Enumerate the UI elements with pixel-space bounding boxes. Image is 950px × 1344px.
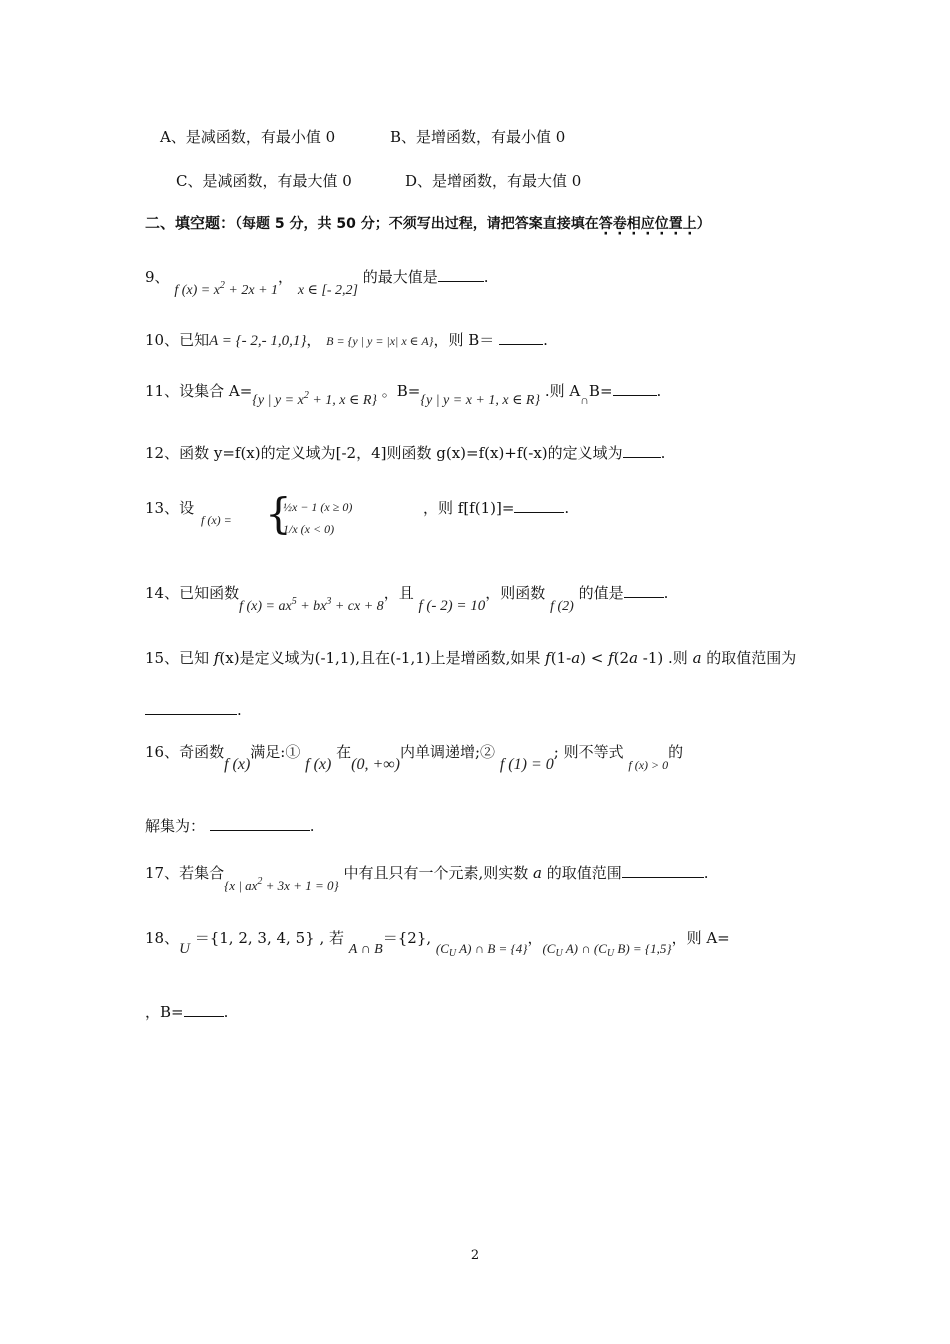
- q16-text-3: 内单调递增;②: [400, 743, 496, 761]
- q16-f1: f (x): [224, 756, 251, 773]
- q18-b-label: ，B=: [145, 1003, 184, 1021]
- question-14: [145, 580, 945, 614]
- q12-end: .: [660, 444, 666, 462]
- option-a: A、是减函数，有最小值 0: [160, 128, 336, 146]
- q14-answer-blank[interactable]: [624, 583, 664, 598]
- q14-sep: ，且: [383, 584, 414, 602]
- q14-f2: f (2): [550, 599, 574, 614]
- q16-interval: (0, +∞): [351, 756, 400, 773]
- question-10: [145, 330, 945, 351]
- q14-function: f $(x) = ax^5 + bx^3$ + cx + 8: [239, 596, 384, 614]
- emph-char: 卷: [612, 216, 627, 232]
- q15-answer-blank[interactable]: [145, 700, 237, 715]
- q13-piece-1: ½x − 1 (x ≥ 0): [283, 500, 353, 514]
- option-b: B、是增函数，有最小值 0: [390, 128, 566, 146]
- q10-end: .: [543, 331, 548, 349]
- q15-text: -1) .则: [638, 649, 693, 667]
- q11-text2: B=: [588, 382, 613, 400]
- question-9: [145, 264, 945, 298]
- q15-f: f: [213, 649, 220, 667]
- q9-function: f $(x) = x^2 + 2x + 1$: [174, 280, 279, 298]
- q11-text: .则 A: [544, 382, 581, 400]
- q15-text-b: (x)是定义域为(-1,1),且在(-1,1)上是增函数,如果: [219, 649, 546, 667]
- q18-text-4: ，则 A=: [671, 929, 730, 947]
- q15-text-c: 的取值范围为: [701, 649, 797, 667]
- q17-number: 17、若集合: [145, 864, 225, 882]
- q15-text: (2: [613, 649, 630, 667]
- q13-function-name: f (x) =: [201, 513, 232, 527]
- q18-number: 18、: [145, 929, 180, 947]
- q9-end: .: [483, 268, 489, 286]
- q15-a: a: [571, 649, 581, 667]
- option-c: C、是减函数，有最大值 0: [176, 172, 352, 190]
- q13-answer-blank[interactable]: [514, 498, 564, 513]
- q15-f: f: [545, 649, 551, 667]
- q16-number: 16、奇函数: [145, 743, 225, 761]
- q10-answer-blank[interactable]: [499, 330, 543, 345]
- q11-mid: 。B=: [381, 382, 421, 400]
- q11-answer-blank[interactable]: [613, 381, 657, 396]
- section-note: （每题 5 分，共 50 分；不须写出过程，请把答案直接填在: [235, 216, 599, 232]
- question-17: [145, 860, 945, 893]
- question-12: [145, 443, 945, 463]
- q13-number: 13、设: [145, 499, 195, 517]
- emph-char: 答: [598, 216, 613, 232]
- page-number: 2: [470, 1248, 480, 1263]
- q16-text-5: 的: [668, 743, 684, 761]
- q17-set: {x | $ax^2 + 3x + 1 = 0$}: [224, 876, 339, 893]
- q9-number: 9、: [145, 268, 170, 286]
- emph-char: 上: [682, 216, 697, 232]
- q10-set-b: B = {y | y = |x| x ∈ A}: [326, 334, 434, 348]
- q15-a: a: [692, 649, 702, 667]
- q9-domain: x ∈ [- 2,2]: [297, 283, 358, 298]
- q17-text2: 的取值范围: [541, 864, 622, 882]
- q15-text-a: 15、已知: [145, 649, 214, 667]
- q9-sep: ，: [278, 268, 294, 286]
- q16-text-4: ; 则不等式: [553, 743, 624, 761]
- q11-number: 11、设集合 A=: [145, 382, 253, 400]
- section-heading: [145, 213, 945, 234]
- q14-text2: 的值是: [578, 584, 624, 602]
- q18-complement-2: ($C_U$ A) ∩ ($C_U$ B) = {1,5}: [542, 941, 672, 959]
- q9-text: 的最大值是: [362, 268, 438, 286]
- q17-answer-blank[interactable]: [622, 863, 704, 878]
- q16-end: .: [309, 817, 315, 835]
- q11-intersection: ∩: [580, 393, 589, 407]
- q18-universal-set: U: [179, 941, 190, 957]
- question-18-answer-line: [145, 1002, 945, 1022]
- q16-inequality: f (x) > 0: [628, 758, 669, 772]
- emph-char: 相: [626, 216, 641, 232]
- q15-f: f: [608, 649, 614, 667]
- question-18: [145, 928, 945, 959]
- q18-text-2: ＝{2},: [382, 929, 432, 947]
- q10-sep: ，: [306, 331, 322, 349]
- q11-end: .: [656, 382, 662, 400]
- q17-a: a: [533, 864, 542, 882]
- q15-text: (1-: [550, 649, 572, 667]
- question-13: [145, 489, 945, 548]
- emph-char: 置: [668, 216, 683, 232]
- q9-answer-blank[interactable]: [438, 267, 484, 282]
- q13-rest: ，则 f[f(1)]= .: [423, 499, 570, 517]
- q12-text: 12、函数 y=f(x)的定义域为[-2，4]则函数 g(x)=f(x)+f(-x)的定义域为: [145, 444, 623, 462]
- question-16-answer-line: [145, 816, 945, 836]
- q14-condition: f (- 2) = 10: [418, 598, 486, 614]
- q18-a-cap-b: A ∩ B: [348, 942, 383, 957]
- q17-text: 中有且只有一个元素,则实数: [343, 864, 534, 882]
- q15-text: ) <: [580, 649, 609, 667]
- question-15: [145, 648, 945, 668]
- q14-end: .: [663, 584, 669, 602]
- q16-solution-label: 解集为：: [145, 817, 206, 835]
- q18-answer-blank[interactable]: [184, 1002, 224, 1017]
- q11-set-a: {y | $y = x^2 + 1$, x ∈ R}: [252, 390, 377, 408]
- q18-text-3: ，: [527, 929, 543, 947]
- q18-text-1: , 若: [314, 929, 344, 947]
- q18-complement-1: ($C_U$ A) ∩ B = {4}: [435, 941, 528, 959]
- q14-number: 14、已知函数: [145, 584, 240, 602]
- question-16: [145, 742, 945, 773]
- q13-piece-2: 1/x (x < 0): [283, 522, 335, 536]
- section-note-end: ）: [696, 216, 711, 232]
- q16-text-1: 满足:①: [250, 743, 301, 761]
- q16-answer-blank[interactable]: [210, 816, 310, 831]
- question-11: [145, 378, 945, 408]
- section-title: 二、填空题：: [145, 214, 236, 232]
- q10-set-a: A = {- 2,- 1,0,1}: [209, 333, 307, 349]
- emph-char: 位: [654, 216, 669, 232]
- question-15-answer-line: [145, 700, 945, 720]
- q16-f2: f (x): [305, 756, 332, 773]
- q12-answer-blank[interactable]: [623, 443, 661, 458]
- q14-text: ，则函数: [485, 584, 546, 602]
- q15-a: a: [629, 649, 639, 667]
- emph-char: 应: [640, 216, 655, 232]
- q18-end: .: [223, 1003, 229, 1021]
- q10-text: ，则 B＝: [433, 331, 495, 349]
- option-d: D、是增函数，有最大值 0: [405, 172, 582, 190]
- q11-set-b: {y | y = x + 1, x ∈ R}: [420, 393, 541, 408]
- q10-number: 10、已知: [145, 331, 210, 349]
- q15-end: .: [237, 701, 242, 719]
- q16-condition: f (1) = 0: [499, 756, 554, 773]
- q17-end: .: [703, 864, 709, 882]
- q13-brace: {: [265, 489, 292, 538]
- q16-text-2: 在: [336, 743, 352, 761]
- q18-set-u: ＝{1, 2, 3, 4, 5}: [194, 929, 315, 947]
